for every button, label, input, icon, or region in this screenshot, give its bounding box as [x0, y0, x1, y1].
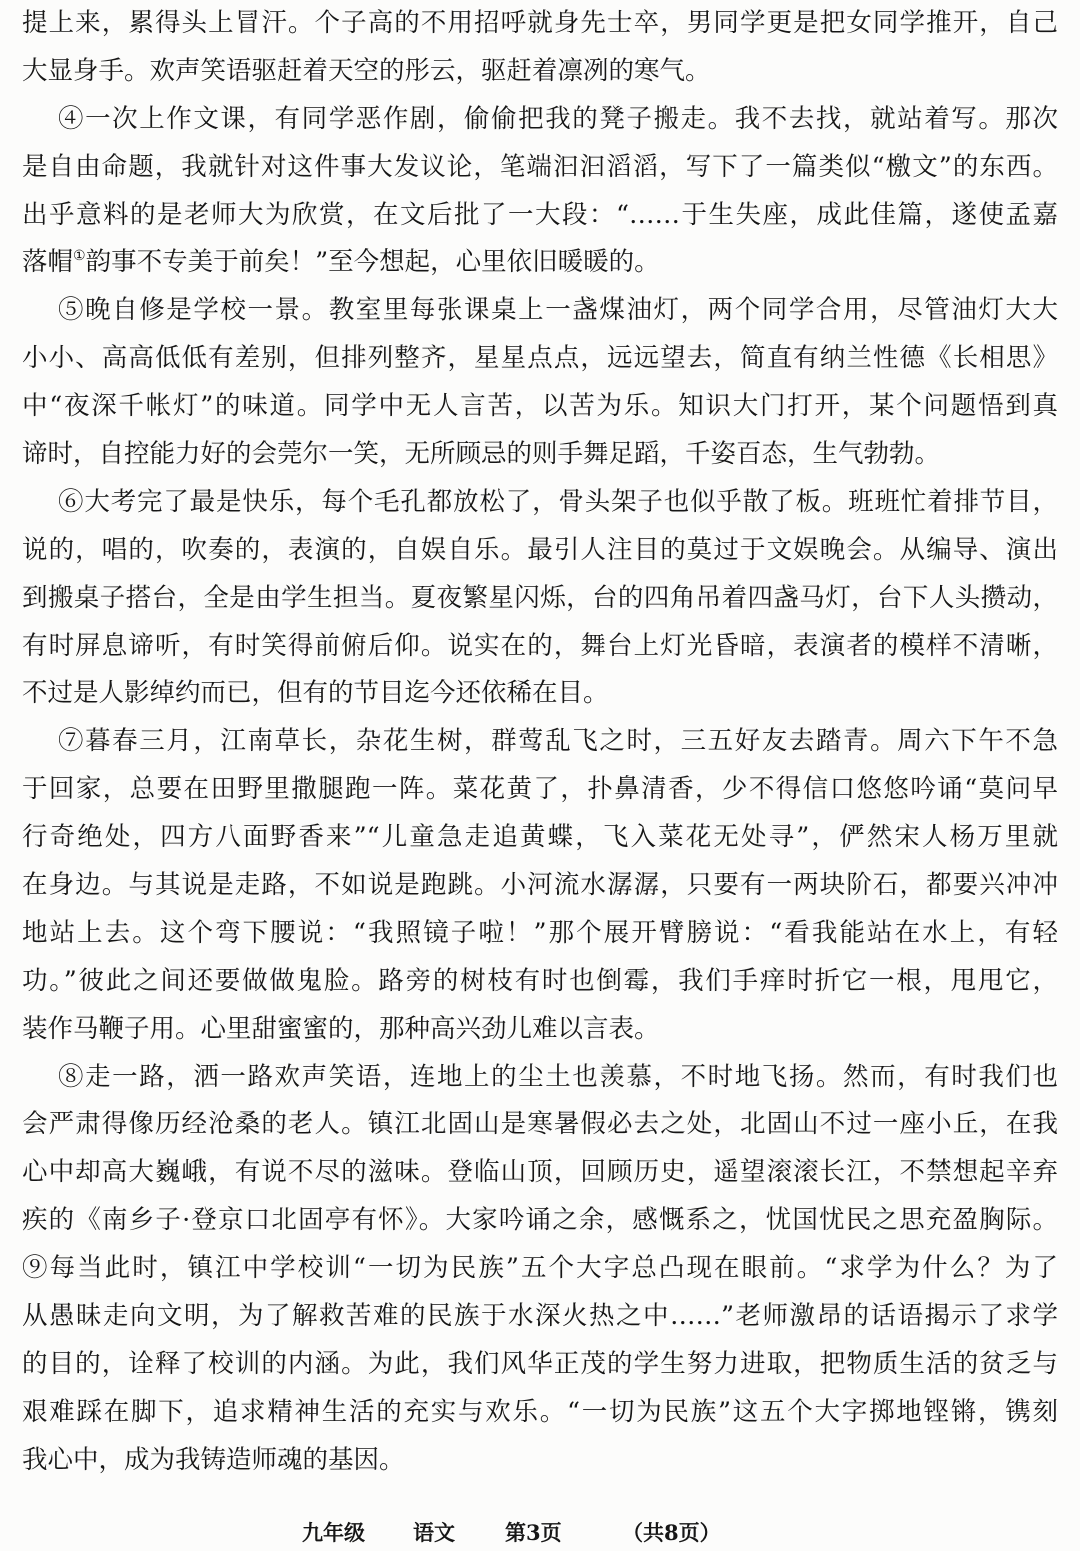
text-line: 不过是人影绰约而已，但有的节目迄今还依稀在目。 — [22, 678, 609, 709]
text-line: 功。”彼此之间还要做做鬼脸。路旁的树枝有时也倒霉，我们手痒时折它一根，甩甩它， — [22, 965, 1058, 996]
footnote-marker: ① — [73, 248, 86, 265]
footer-page-number: 第3页 — [505, 1520, 562, 1545]
text-line: ⑤晚自修是学校一景。教室里每张课桌上一盏煤油灯，两个同学合用，尽管油灯大大 — [58, 295, 1058, 326]
text-line: 出乎意料的是老师大为欣赏，在文后批了一大段：“……于生失座，成此佳篇，遂使孟嘉 — [22, 199, 1058, 230]
text-line: 大显身手。欢声笑语驱赶着天空的彤云，驱赶着凛冽的寒气。 — [22, 55, 711, 86]
text-line: 小小、高高低低有差别，但排列整齐，星星点点，远远望去，简直有纳兰性德《长相思》 — [22, 343, 1058, 374]
text-line: 中“夜深千帐灯”的味道。同学中无人言苦，以苦为乐。知识大门打开，某个问题悟到真 — [22, 391, 1058, 422]
text-line: 心中却高大巍峨，有说不尽的滋味。登临山顶，回顾历史，遥望滚滚长江，不禁想起辛弃 — [22, 1157, 1058, 1188]
text-line: 有时屏息谛听，有时笑得前俯后仰。说实在的，舞台上灯光昏暗，表演者的模样不清晰， — [22, 630, 1058, 661]
text-line: 疾的《南乡子·登京口北固亭有怀》。大家吟诵之余，感慨系之，忧国忧民之思充盈胸际。 — [22, 1205, 1058, 1236]
text-line: 是自由命题，我就针对这件事大发议论，笔端汩汩滔滔，写下了一篇类似“檄文”的东西。 — [22, 151, 1058, 182]
text-line: 地站上去。这个弯下腰说：“我照镜子啦！”那个展开臂膀说：“看我能站在水上，有轻 — [22, 917, 1058, 948]
text-line: 的目的，诠释了校训的内涵。为此，我们风华正茂的学生努力进取，把物质生活的贫乏与 — [22, 1348, 1058, 1379]
text-line: 在身边。与其说是走路，不如说是跑跳。小河流水潺潺，只要有一两块阶石，都要兴冲冲 — [22, 870, 1058, 901]
footer-grade: 九年级 — [302, 1520, 365, 1545]
text-line: ⑦暮春三月，江南草长，杂花生树，群莺乱飞之时，三五好友去踏青。周六下午不急 — [58, 726, 1058, 757]
text-line: 提上来，累得头上冒汗。个子高的不用招呼就身先士卒，男同学更是把女同学推开，自己 — [22, 8, 1058, 38]
text-line: 会严肃得像历经沧桑的老人。镇江北固山是寒暑假必去之处，北固山不过一座小丘，在我 — [22, 1109, 1058, 1140]
paragraph — [22, 479, 1058, 718]
paragraph — [22, 0, 1058, 96]
text-line: 我心中，成为我铸造师魂的基因。 — [22, 1444, 405, 1475]
text-line: 于回家，总要在田野里撒腿跑一阵。菜花黄了，扑鼻清香，少不得信口悠悠吟诵“莫问早 — [22, 774, 1058, 805]
text-line — [22, 239, 1058, 287]
text-line: 说的，唱的，吹奏的，表演的，自娱自乐。最引人注目的莫过于文娱晚会。从编导、演出 — [22, 534, 1058, 565]
paragraph — [22, 718, 1058, 1053]
text-line: 谛时，自控能力好的会莞尔一笑，无所顾忌的则手舞足蹈，千姿百态，生气勃勃。 — [22, 439, 941, 470]
text-line: ⑨每当此时，镇江中学校训“一切为民族”五个大字总凸现在眼前。“求学为什么？为了 — [22, 1253, 1058, 1284]
text-segment: 韵事不专美于前矣！”至今想起，心里依旧暖暖的。 — [85, 247, 660, 278]
exam-page-body — [22, 0, 1058, 1485]
text-segment: 落帽 — [22, 247, 74, 278]
text-line: 从愚昧走向文明，为了解救苦难的民族于水深火热之中……”老师激昂的话语揭示了求学 — [22, 1301, 1058, 1332]
text-line: ④一次上作文课，有同学恶作剧，偷偷把我的凳子搬走。我不去找，就站着写。那次 — [58, 103, 1058, 134]
page-footer — [0, 1518, 1080, 1548]
paragraph — [22, 287, 1058, 479]
paragraph — [22, 96, 1058, 288]
text-line: 装作马鞭子用。心里甜蜜蜜的，那种高兴劲儿难以言表。 — [22, 1013, 660, 1044]
paragraph — [22, 1054, 1058, 1246]
text-line: 到搬桌子搭台，全是由学生担当。夏夜繁星闪烁，台的四角吊着四盏马灯，台下人头攒动， — [22, 582, 1058, 613]
footer-page-total: （共8页） — [622, 1520, 721, 1545]
text-line: ⑧走一路，洒一路欢声笑语，连地上的尘土也羡慕，不时地飞扬。然而，有时我们也 — [58, 1061, 1058, 1092]
text-line: 行奇绝处，四方八面野香来”“儿童急走追黄蝶，飞入菜花无处寻”，俨然宋人杨万里就 — [22, 822, 1058, 853]
footer-subject: 语文 — [413, 1520, 455, 1545]
paragraph — [22, 1245, 1058, 1484]
text-line: ⑥大考完了最是快乐，每个毛孔都放松了，骨头架子也似乎散了板。班班忙着排节目， — [58, 486, 1058, 517]
text-line: 艰难踩在脚下，追求精神生活的充实与欢乐。“一切为民族”这五个大字掷地铿锵，镌刻 — [22, 1396, 1058, 1427]
